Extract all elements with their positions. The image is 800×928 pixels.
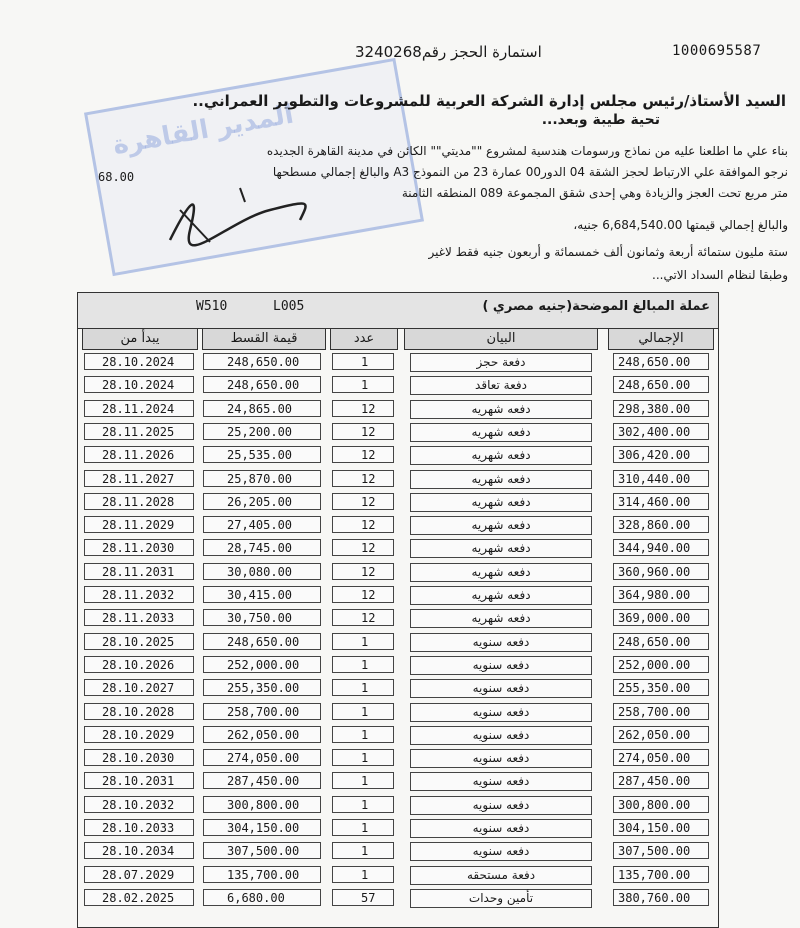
row-17-description: دفعه سنويه [410, 726, 592, 745]
row-24-description: تأمين وحدات [410, 889, 592, 908]
row-20-start: 28.10.2032 [84, 796, 194, 813]
row-4-total: 302,400.00 [613, 423, 709, 440]
row-14-installment: 252,000.00 [203, 656, 321, 673]
row-5-installment: 25,535.00 [203, 446, 321, 463]
row-11-installment: 30,415.00 [203, 586, 321, 603]
row-6-count: 12 [332, 470, 394, 487]
row-7-total: 314,460.00 [613, 493, 709, 510]
row-19-count: 1 [332, 772, 394, 789]
row-21-installment: 304,150.00 [203, 819, 321, 836]
row-2-description: دفعة تعاقد [410, 376, 592, 395]
row-8-count: 12 [332, 516, 394, 533]
amount-in-words: ستة مليون ستمائة أربعة وثمانون ألف خمسمائة و أربعون جنيه فقط لاغير [428, 245, 788, 259]
col-head-count: عدد [330, 328, 398, 350]
row-16-description: دفعه سنويه [410, 703, 592, 722]
row-18-description: دفعه سنويه [410, 749, 592, 768]
row-15-count: 1 [332, 679, 394, 696]
row-4-description: دفعه شهريه [410, 423, 592, 442]
col-head-description: البيان [404, 328, 598, 350]
column-headers [78, 328, 718, 350]
row-22-installment: 307,500.00 [203, 842, 321, 859]
row-4-count: 12 [332, 423, 394, 440]
row-23-description: دفعة مستحقه [410, 866, 592, 885]
row-23-count: 1 [332, 866, 394, 883]
row-3-count: 12 [332, 400, 394, 417]
row-21-start: 28.10.2033 [84, 819, 194, 836]
row-20-installment: 300,800.00 [203, 796, 321, 813]
row-10-description: دفعه شهريه [410, 563, 592, 582]
row-24-installment: 6,680.00 [203, 889, 321, 906]
row-14-start: 28.10.2026 [84, 656, 194, 673]
row-11-total: 364,980.00 [613, 586, 709, 603]
row-5-start: 28.11.2026 [84, 446, 194, 463]
unit-code-1: W510 [196, 299, 228, 314]
row-12-description: دفعه شهريه [410, 609, 592, 628]
row-3-description: دفعه شهريه [410, 400, 592, 419]
row-22-description: دفعه سنويه [410, 842, 592, 861]
row-20-description: دفعه سنويه [410, 796, 592, 815]
row-5-count: 12 [332, 446, 394, 463]
row-22-count: 1 [332, 842, 394, 859]
table-header-bar [78, 293, 718, 329]
body-line-2: نرجو الموافقة علي الارتباط لحجز الشقة 04 الدور00 عمارة 23 من النموذج A3 والبالغ إجمالي مسطحها [272, 165, 788, 179]
row-10-count: 12 [332, 563, 394, 580]
row-17-count: 1 [332, 726, 394, 743]
row-8-description: دفعه شهريه [410, 516, 592, 535]
row-2-start: 28.10.2024 [84, 376, 194, 393]
row-15-total: 255,350.00 [613, 679, 709, 696]
row-1-total: 248,650.00 [613, 353, 709, 370]
payment-plan-intro: وطبقا لنظام السداد الاتي... [652, 268, 788, 282]
row-13-installment: 248,650.00 [203, 633, 321, 650]
row-12-installment: 30,750.00 [203, 609, 321, 626]
row-7-count: 12 [332, 493, 394, 510]
row-16-start: 28.10.2028 [84, 703, 194, 720]
row-6-description: دفعه شهريه [410, 470, 592, 489]
row-18-installment: 274,050.00 [203, 749, 321, 766]
row-17-installment: 262,050.00 [203, 726, 321, 743]
row-16-installment: 258,700.00 [203, 703, 321, 720]
row-1-installment: 248,650.00 [203, 353, 321, 370]
currency-label: عملة المبالغ الموضحة(جنيه مصري ) [482, 299, 710, 314]
row-2-count: 1 [332, 376, 394, 393]
row-14-count: 1 [332, 656, 394, 673]
stamp-text: المدير القاهرة [110, 99, 296, 161]
row-23-installment: 135,700.00 [203, 866, 321, 883]
row-5-total: 306,420.00 [613, 446, 709, 463]
unit-code-2: L005 [273, 299, 305, 314]
row-4-installment: 25,200.00 [203, 423, 321, 440]
row-15-start: 28.10.2027 [84, 679, 194, 696]
col-head-start: يبدأ من [82, 328, 198, 350]
row-15-description: دفعه سنويه [410, 679, 592, 698]
row-3-total: 298,380.00 [613, 400, 709, 417]
row-16-total: 258,700.00 [613, 703, 709, 720]
row-8-installment: 27,405.00 [203, 516, 321, 533]
row-9-count: 12 [332, 539, 394, 556]
body-line-3: متر مربع تحت العجز والزيادة وهي إحدى شقق المجموعة 089 المنطقه الثامنة [401, 186, 788, 200]
row-14-description: دفعه سنويه [410, 656, 592, 675]
row-23-start: 28.07.2029 [84, 866, 194, 883]
payment-schedule-table [77, 292, 719, 928]
row-12-start: 28.11.2033 [84, 609, 194, 626]
row-17-start: 28.10.2029 [84, 726, 194, 743]
row-7-installment: 26,205.00 [203, 493, 321, 510]
col-head-total: الإجمالي [608, 328, 714, 350]
row-1-start: 28.10.2024 [84, 353, 194, 370]
row-14-total: 252,000.00 [613, 656, 709, 673]
row-6-start: 28.11.2027 [84, 470, 194, 487]
row-18-total: 274,050.00 [613, 749, 709, 766]
row-15-installment: 255,350.00 [203, 679, 321, 696]
row-7-description: دفعه شهريه [410, 493, 592, 512]
row-13-total: 248,650.00 [613, 633, 709, 650]
row-21-total: 304,150.00 [613, 819, 709, 836]
row-18-count: 1 [332, 749, 394, 766]
row-23-total: 135,700.00 [613, 866, 709, 883]
row-21-count: 1 [332, 819, 394, 836]
row-11-count: 12 [332, 586, 394, 603]
row-1-description: دفعة حجز [410, 353, 592, 372]
row-3-start: 28.11.2024 [84, 400, 194, 417]
row-19-installment: 287,450.00 [203, 772, 321, 789]
area-value: 68.00 [98, 170, 135, 184]
row-19-start: 28.10.2031 [84, 772, 194, 789]
row-19-description: دفعه سنويه [410, 772, 592, 791]
row-9-description: دفعه شهريه [410, 539, 592, 558]
row-21-description: دفعه سنويه [410, 819, 592, 838]
row-5-description: دفعه شهريه [410, 446, 592, 465]
row-2-total: 248,650.00 [613, 376, 709, 393]
row-16-count: 1 [332, 703, 394, 720]
addressee-line: السيد الأستاذ/رئيس مجلس إدارة الشركة العربية للمشروعات والتطوير العمراني.. [192, 92, 786, 110]
row-10-installment: 30,080.00 [203, 563, 321, 580]
signature [150, 180, 350, 260]
row-7-start: 28.11.2028 [84, 493, 194, 510]
row-8-start: 28.11.2029 [84, 516, 194, 533]
row-4-start: 28.11.2025 [84, 423, 194, 440]
row-10-total: 360,960.00 [613, 563, 709, 580]
row-12-count: 12 [332, 609, 394, 626]
row-20-count: 1 [332, 796, 394, 813]
total-price-line: والبالغ إجمالي قيمتها 6,684,540.00 جنيه، [573, 218, 788, 232]
row-24-total: 380,760.00 [613, 889, 709, 906]
form-title: استمارة الحجز رقم3240268 [355, 43, 542, 61]
row-2-installment: 248,650.00 [203, 376, 321, 393]
row-12-total: 369,000.00 [613, 609, 709, 626]
row-9-installment: 28,745.00 [203, 539, 321, 556]
reference-number: 1000695587 [672, 43, 762, 59]
row-22-total: 307,500.00 [613, 842, 709, 859]
row-18-start: 28.10.2030 [84, 749, 194, 766]
row-3-installment: 24,865.00 [203, 400, 321, 417]
row-11-description: دفعه شهريه [410, 586, 592, 605]
body-line-1: بناء علي ما اطلعنا عليه من نماذج ورسومات هندسية لمشروع ""مديتي"" الكائن في مدينة القاهرة الجديده [266, 144, 788, 158]
greeting-line: تحية طيبة وبعد... [541, 112, 660, 128]
row-10-start: 28.11.2031 [84, 563, 194, 580]
row-13-start: 28.10.2025 [84, 633, 194, 650]
row-20-total: 300,800.00 [613, 796, 709, 813]
row-24-start: 28.02.2025 [84, 889, 194, 906]
row-13-description: دفعه سنويه [410, 633, 592, 652]
row-9-start: 28.11.2030 [84, 539, 194, 556]
row-17-total: 262,050.00 [613, 726, 709, 743]
row-11-start: 28.11.2032 [84, 586, 194, 603]
row-24-count: 57 [332, 889, 394, 906]
row-6-installment: 25,870.00 [203, 470, 321, 487]
row-19-total: 287,450.00 [613, 772, 709, 789]
row-1-count: 1 [332, 353, 394, 370]
row-13-count: 1 [332, 633, 394, 650]
row-22-start: 28.10.2034 [84, 842, 194, 859]
row-9-total: 344,940.00 [613, 539, 709, 556]
col-head-installment: قيمة القسط [202, 328, 326, 350]
row-6-total: 310,440.00 [613, 470, 709, 487]
row-8-total: 328,860.00 [613, 516, 709, 533]
